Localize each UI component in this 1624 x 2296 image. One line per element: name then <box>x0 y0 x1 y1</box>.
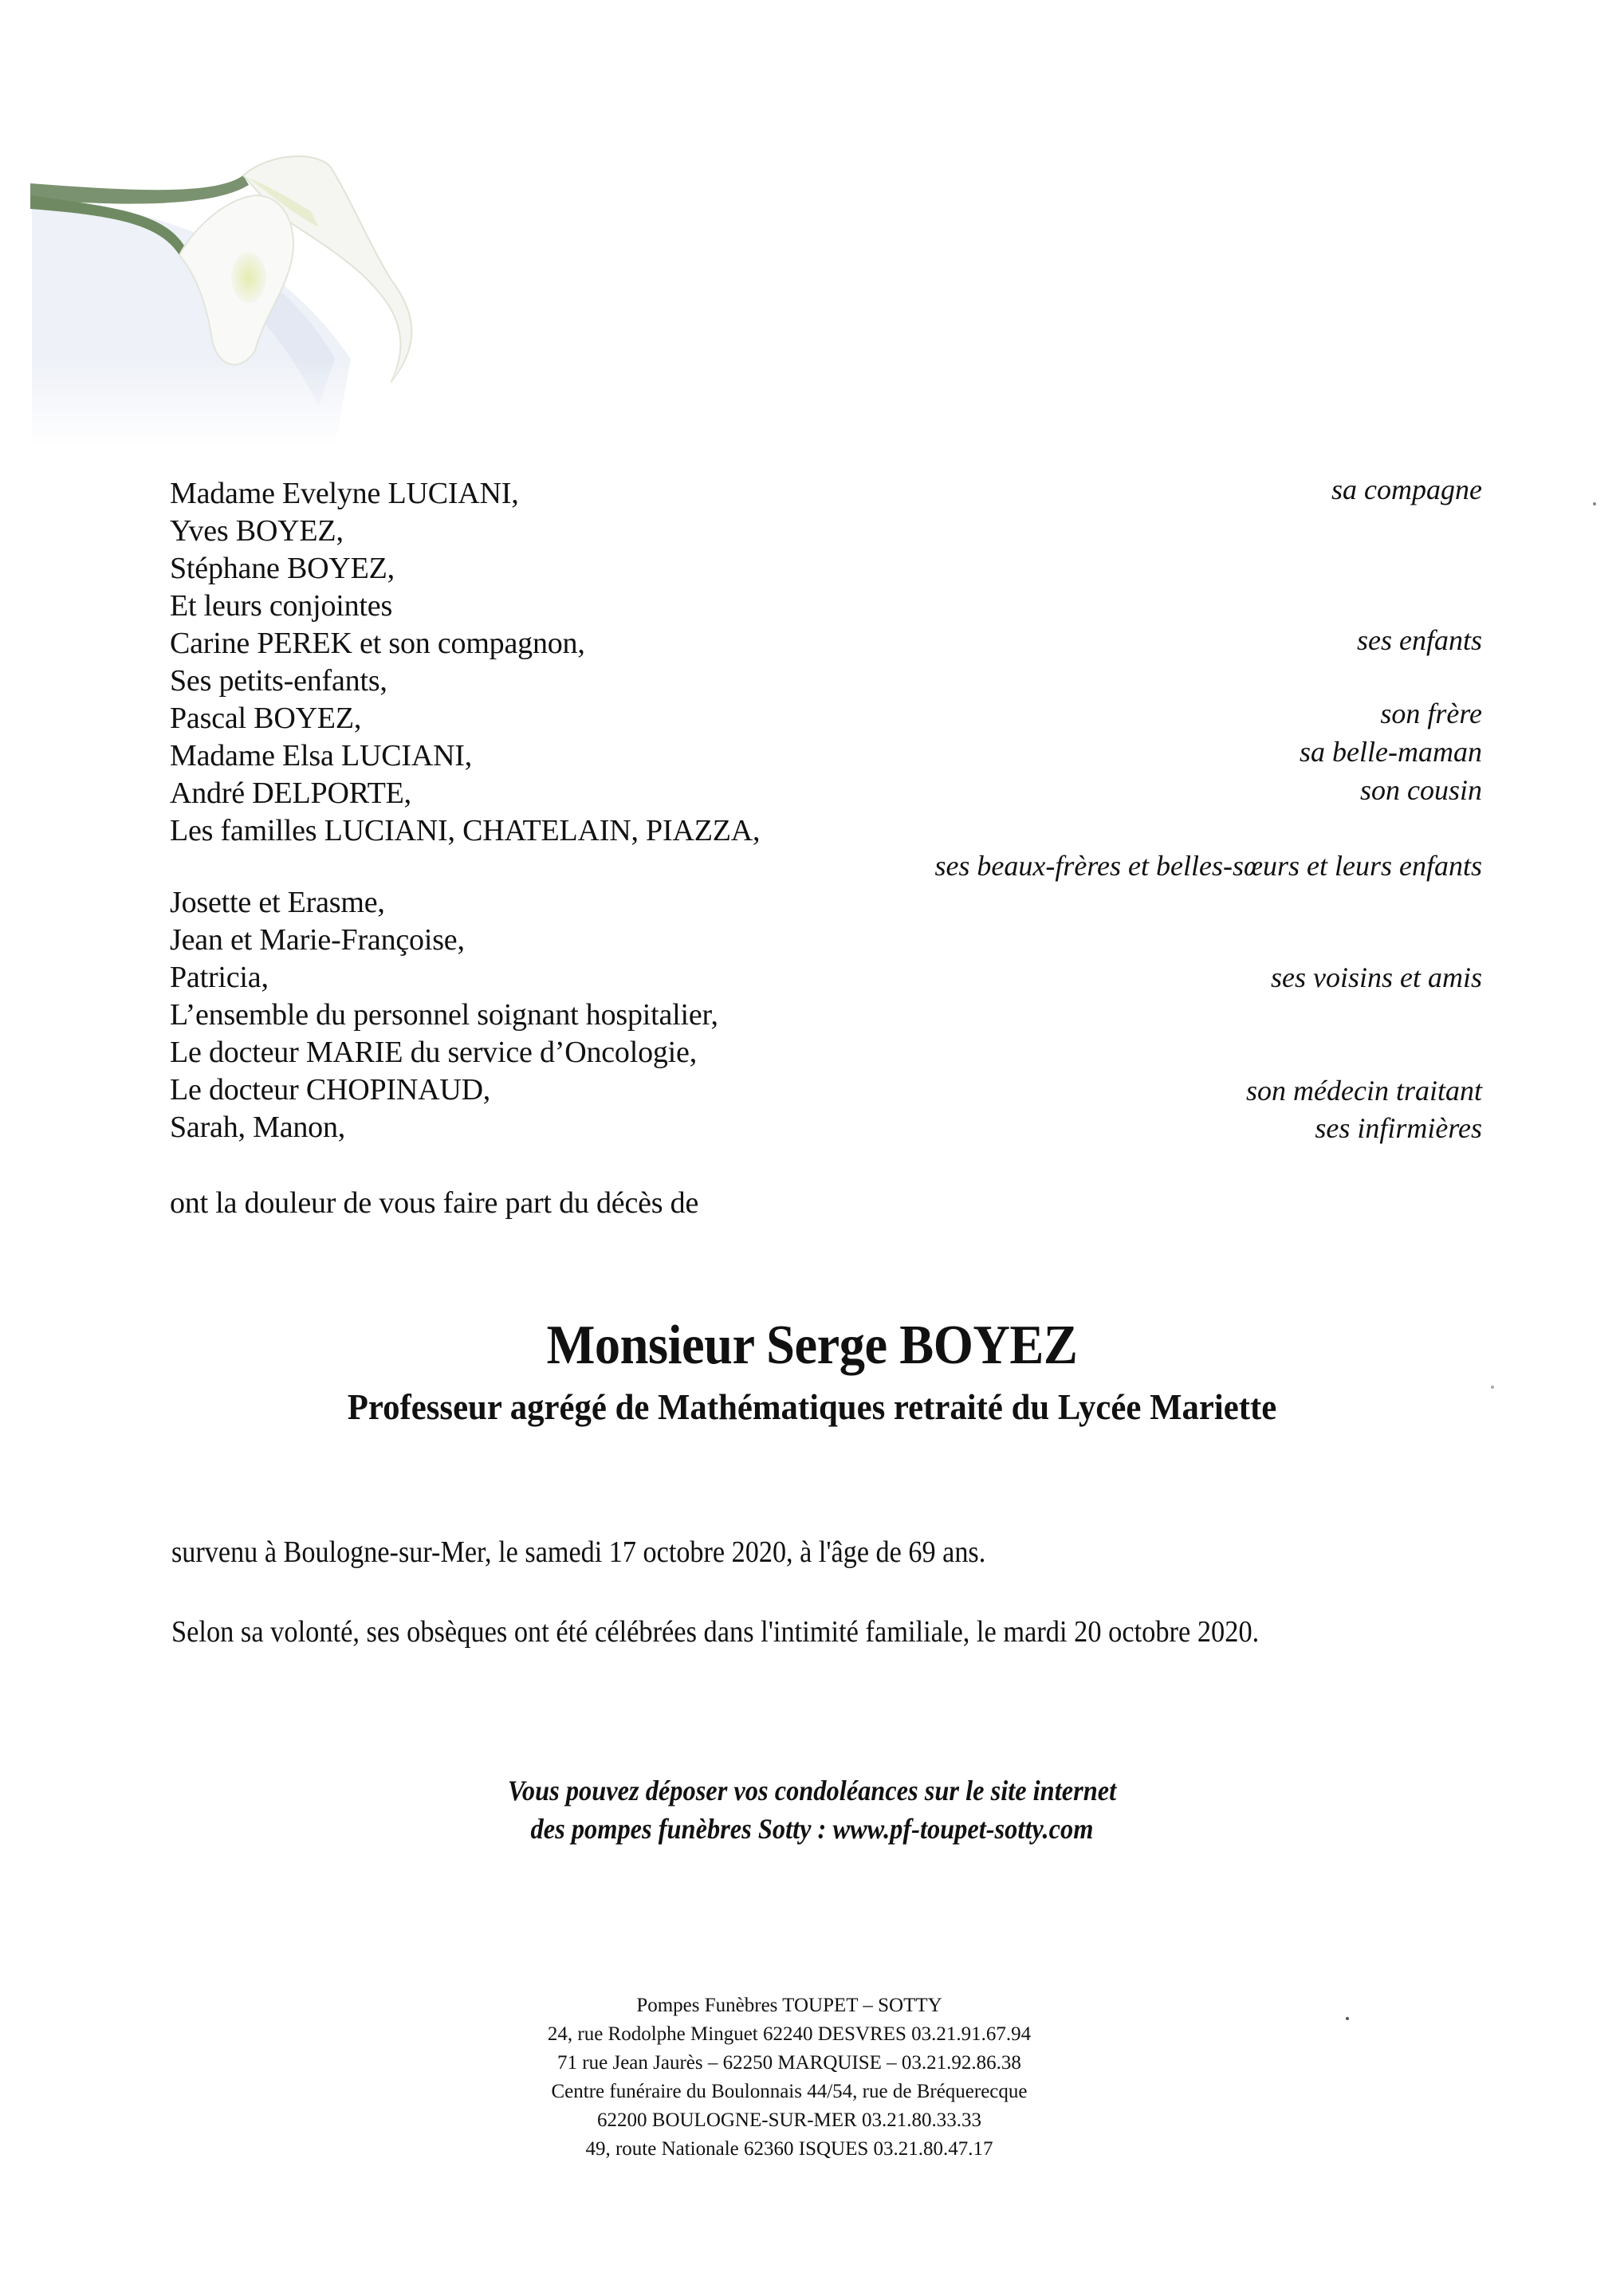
relation-label: ses beaux-frères et belles-sœurs et leurs enfants <box>934 850 1482 882</box>
family-line: Ses petits-enfants, <box>170 664 387 698</box>
stem-back <box>30 175 249 204</box>
family-line: André DELPORTE, <box>170 776 411 810</box>
family-line: Le docteur CHOPINAUD, <box>170 1073 491 1107</box>
family-line: Sarah, Manon, <box>170 1111 346 1144</box>
footer-address: 49, route Nationale 62360 ISQUES 03.21.80.47.17 <box>585 2138 993 2160</box>
relation-label: ses voisins et amis <box>1271 961 1482 993</box>
condolences-line-1: Vous pouvez déposer vos condoléances sur le site internet <box>507 1775 1117 1807</box>
relation-label: ses enfants <box>1357 624 1482 656</box>
family-line: Patricia, <box>170 961 269 994</box>
family-line: Madame Evelyne LUCIANI, <box>170 477 519 510</box>
scan-speck <box>1491 1386 1494 1389</box>
footer-address: 71 rue Jean Jaurès – 62250 MARQUISE – 03.21.92.86.38 <box>557 2052 1021 2074</box>
relation-label: sa compagne <box>1331 474 1482 505</box>
website-link[interactable]: www.pf-toupet-sotty.com <box>832 1813 1094 1845</box>
relation-label: sa belle-maman <box>1300 736 1482 768</box>
deceased-name: Monsieur Serge BOYEZ <box>546 1315 1078 1376</box>
scan-speck <box>1346 2017 1349 2020</box>
family-line: L’ensemble du personnel soignant hospitalier, <box>170 998 718 1032</box>
family-line: Et leurs conjointes <box>170 589 393 623</box>
relation-label: son cousin <box>1360 774 1482 806</box>
footer-company-name: Pompes Funèbres TOUPET – SOTTY <box>636 1995 942 2016</box>
scan-speck <box>1593 502 1596 505</box>
family-line: Madame Elsa LUCIANI, <box>170 739 473 773</box>
footer-address: 24, rue Rodolphe Minguet 62240 DESVRES 03.21.91.67.94 <box>547 2023 1032 2045</box>
condolences-line-2 <box>81 1814 1543 1843</box>
relation-label: son médecin traitant <box>1246 1075 1482 1107</box>
family-line: Carine PEREK et son compagnon, <box>170 627 585 660</box>
family-line: Pascal BOYEZ, <box>170 702 362 735</box>
condolences-prefix: des pompes funèbres Sotty : <box>530 1813 833 1845</box>
relation-label: ses infirmières <box>1315 1112 1482 1144</box>
death-details: survenu à Boulogne-sur-Mer, le samedi 17 octobre 2020, à l'âge de 69 ans. <box>171 1535 986 1569</box>
funeral-details: Selon sa volonté, ses obsèques ont été célébrées dans l'intimité familiale, le mardi 20 octobre 2020. <box>171 1615 1260 1649</box>
footer-address: Centre funéraire du Boulonnais 44/54, rue de Bréquerecque <box>551 2081 1028 2102</box>
deceased-title: Professeur agrégé de Mathématiques retraité du Lycée Mariette <box>347 1386 1277 1427</box>
family-line: Yves BOYEZ, <box>170 514 344 548</box>
relation-label: son frère <box>1380 698 1482 729</box>
announcement-text: ont la douleur de vous faire part du décès de <box>170 1186 699 1220</box>
family-line: Stéphane BOYEZ, <box>170 552 395 585</box>
family-line: Les familles LUCIANI, CHATELAIN, PIAZZA, <box>170 814 761 847</box>
calla-lily-flowers-image <box>16 120 638 446</box>
family-line: Jean et Marie-Françoise, <box>170 923 465 957</box>
footer-address: 62200 BOULOGNE-SUR-MER 03.21.80.33.33 <box>597 2109 981 2131</box>
family-line: Le docteur MARIE du service d’Oncologie, <box>170 1036 698 1069</box>
family-line: Josette et Erasme, <box>170 886 385 919</box>
